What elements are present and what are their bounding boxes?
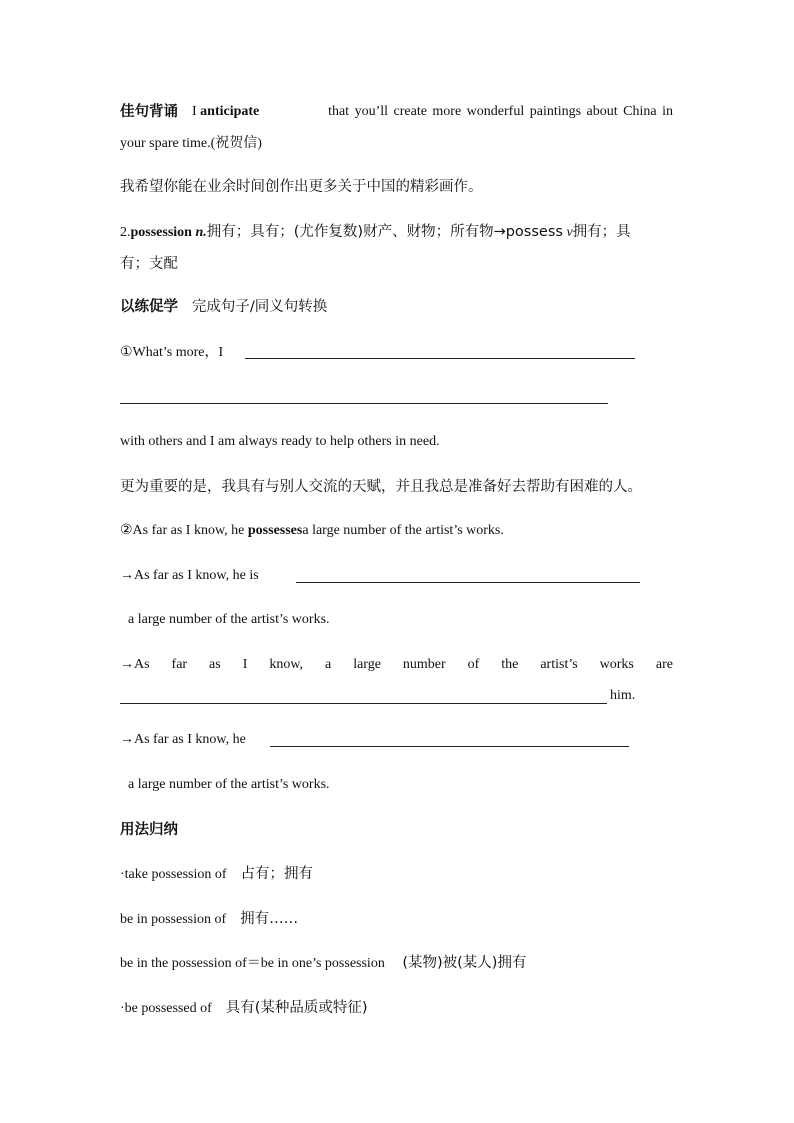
- usage-item: ·be possessed of 具有(某种品质或特征): [120, 1000, 368, 1016]
- usage-item: ·take possession of 占有；拥有: [120, 866, 314, 882]
- sentence-line-2: your spare time.(祝贺信): [120, 136, 262, 151]
- q2-t2-line-1: →As far as I know, a large number of the artist’s works are: [120, 657, 673, 672]
- sentence-translation: 我希望你能在业余时间创作出更多关于中国的精彩画作。: [120, 179, 483, 195]
- entry-word: possession: [130, 225, 192, 240]
- usage-item: be in possession of 拥有……: [120, 911, 299, 927]
- keyword: anticipate: [200, 104, 260, 119]
- section-label: 佳句背诵: [120, 104, 178, 120]
- usage-heading: 用法归纳: [120, 822, 178, 838]
- practice-heading: 以练促学 完成句子/同义句转换: [120, 299, 328, 315]
- q2-t3-blank[interactable]: [270, 746, 629, 747]
- q1-blank-2[interactable]: [120, 403, 608, 404]
- q2-t2-suffix: him.: [610, 688, 636, 703]
- entry-line-1: 2.possession n.拥有；具有；(尤作复数)财产、财物；所有物→possess v拥有；具: [120, 224, 631, 240]
- q2-t3-suffix: a large number of the artist’s works.: [128, 777, 330, 792]
- q2-sentence: ②As far as I know, he possessesa large number of the artist’s works.: [120, 523, 504, 538]
- usage-item: be in the possession of＝be in one’s possession (某物)被(某人)拥有: [120, 955, 527, 971]
- q1-line-3: with others and I am always ready to help others in need.: [120, 434, 440, 449]
- q1-line-1: ①What’s more，I: [120, 345, 224, 360]
- q2-t3-prefix: →As far as I know, he: [120, 732, 246, 747]
- entry-line-2: 有；支配: [120, 256, 178, 272]
- sentence-text: I anticipate that you’ll create more wonderful paintings about China in: [192, 104, 673, 119]
- q1-translation: 更为重要的是，我具有与别人交流的天赋，并且我总是准备好去帮助有困难的人。: [120, 479, 642, 495]
- q1-blank-1[interactable]: [245, 358, 635, 359]
- q2-t1-blank[interactable]: [296, 582, 640, 583]
- q2-t2-blank[interactable]: [120, 703, 607, 704]
- q2-t1-prefix: →As far as I know, he is: [120, 568, 259, 583]
- sentence-line-1: [120, 103, 673, 121]
- q2-t1-suffix: a large number of the artist’s works.: [128, 612, 330, 627]
